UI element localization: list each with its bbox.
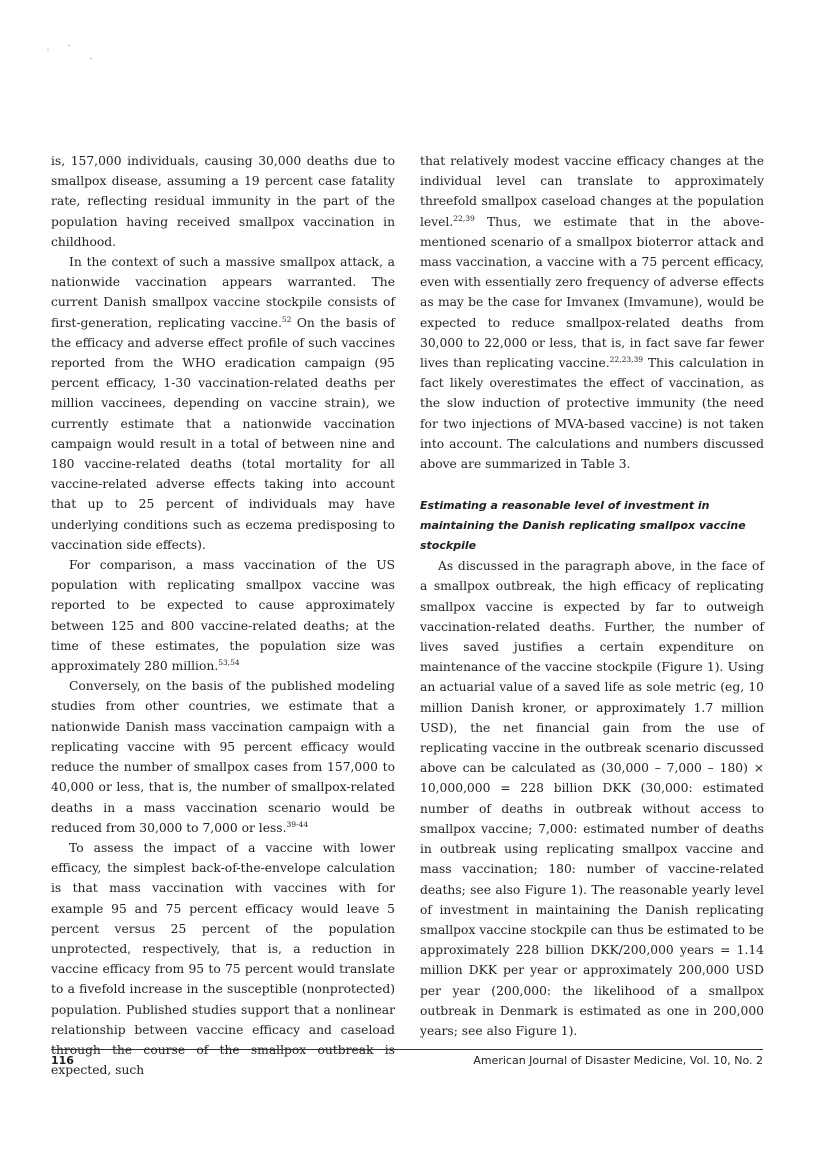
page-number: 116 (51, 1054, 74, 1067)
journal-citation: American Journal of Disaster Medicine, Vol. 10, No. 2 (473, 1054, 763, 1067)
scan-speck (68, 45, 70, 46)
citation: 22,39 (453, 213, 475, 223)
section-heading: Estimating a reasonable level of investment in maintaining the Danish replicating smallpox vaccine stockpile (420, 499, 746, 553)
citation: 39-44 (286, 819, 309, 829)
paragraph: In the context of such a massive smallpox attack, a nationwide vaccination appears warranted. The current Danish smallpox vaccine stockpile consists of first-generation, replicating vaccine.$^{52}$ On the basis of the efficacy and adverse effect profile of such vaccines reported from the WHO eradication campaign (95 percent efficacy, 1-30 vaccination-related deaths per million vaccinees, depending on vaccine strain), we currently estimate that a nationwide vaccination campaign would result in a total of between nine and 180 vaccine-related deaths (total mortality for all vaccine-related adverse effects taking into account that up to 25 percent of individuals may have underlying conditions such as eczema predisposing to vaccination side effects). (51, 255, 395, 552)
scan-speck (90, 58, 92, 59)
paragraph: is, 157,000 individuals, causing 30,000 deaths due to smallpox disease, assuming a 19 percent case fatality rate, reflecting residual immunity in the part of the population having received smallpox vaccination in childhood. (51, 154, 395, 249)
citation: 52 (281, 314, 292, 324)
footer-divider (51, 1049, 763, 1050)
scan-speck (47, 49, 49, 50)
paragraph: As discussed in the paragraph above, in the face of a smallpox outbreak, the high efficacy of replicating smallpox vaccine is expected by far to outweigh vaccination-related deaths. Further, the number of lives saved justifies a certain expenditure on maintenance of the vaccine stockpile (Figure 1). Using an actuarial value of a saved life as sole metric (eg, 10 million Danish kroner, or approximately 1.7 million USD), the net financial gain from the use of replicating vaccine in the outbreak scenario discussed above can be calculated as (30,000 – 7,000 – 180) × 10,000,000 = 228 billion DKK (30,000: estimated number of deaths in outbreak without access to smallpox vaccine; 7,000: estimated number of deaths in outbreak using replicating smallpox vaccine and mass vaccination; 180: number of vaccine-related deaths; see also Figure 1). The reasonable yearly level of investment in maintaining the Danish replicating smallpox vaccine stockpile can thus be estimated to be approximately 228 billion DKK/200,000 years = 1.14 million DKK per year or approximately 200,000 USD per year (200,000: the likelihood of a smallpox outbreak in Denmark is estimated as one in 200,000 years; see also Figure 1). (420, 559, 764, 1038)
citation: 22,23,39 (609, 354, 644, 364)
paragraph: that relatively modest vaccine efficacy changes at the individual level can translate to approximately threefold smallpox caseload changes at the population level.$^{22,39}$ Thus, we estimate that in the above-mentioned scenario of a smallpox bioterror attack and mass vaccination, a vaccine with a 75 percent efficacy, even with essentially zero frequency of adverse effects as may be the case for Imvanex (Imvamune), would be expected to reduce smallpox-related deaths from 30,000 to 22,000 or less, that is, in fact save far fewer lives than replicating vaccine.$^{22,23,39}$ This calculation in fact likely overestimates the effect of vaccination, as the slow induction of protective immunity (the need for two injections of MVA-based vaccine) is not taken into account. The calculations and numbers discussed above are summarized in Table 3. (420, 154, 764, 472)
left-column (51, 151, 395, 1080)
right-column (420, 151, 764, 1041)
citation: 53,54 (218, 657, 240, 667)
paragraph: Conversely, on the basis of the published modeling studies from other countries, we estimate that a nationwide Danish mass vaccination campaign with a replicating vaccine with 95 percent efficacy would reduce the number of smallpox cases from 157,000 to 40,000 or less, that is, the number of smallpox-related deaths in a mass vaccination scenario would be reduced from 30,000 to 7,000 or less.$^{39-44}$ (51, 679, 395, 835)
paragraph: To assess the impact of a vaccine with lower efficacy, the simplest back-of-the-envelope calculation is that mass vaccination with vaccines with for example 95 and 75 percent efficacy would leave 5 percent versus 25 percent of the population unprotected, respectively, that is, a reduction in vaccine efficacy from 95 to 75 percent would translate to a fivefold increase in the susceptible (nonprotected) population. Published studies support that a nonlinear relationship between vaccine efficacy and caseload through the course of the smallpox outbreak is expected, such (51, 840, 395, 1078)
paragraph: For comparison, a mass vaccination of the US population with replicating smallpox vaccine was reported to be expected to cause approximately between 125 and 800 vaccine-related deaths; at the time of these estimates, the population size was approximately 280 million.$^{53,54}$ (51, 558, 395, 674)
